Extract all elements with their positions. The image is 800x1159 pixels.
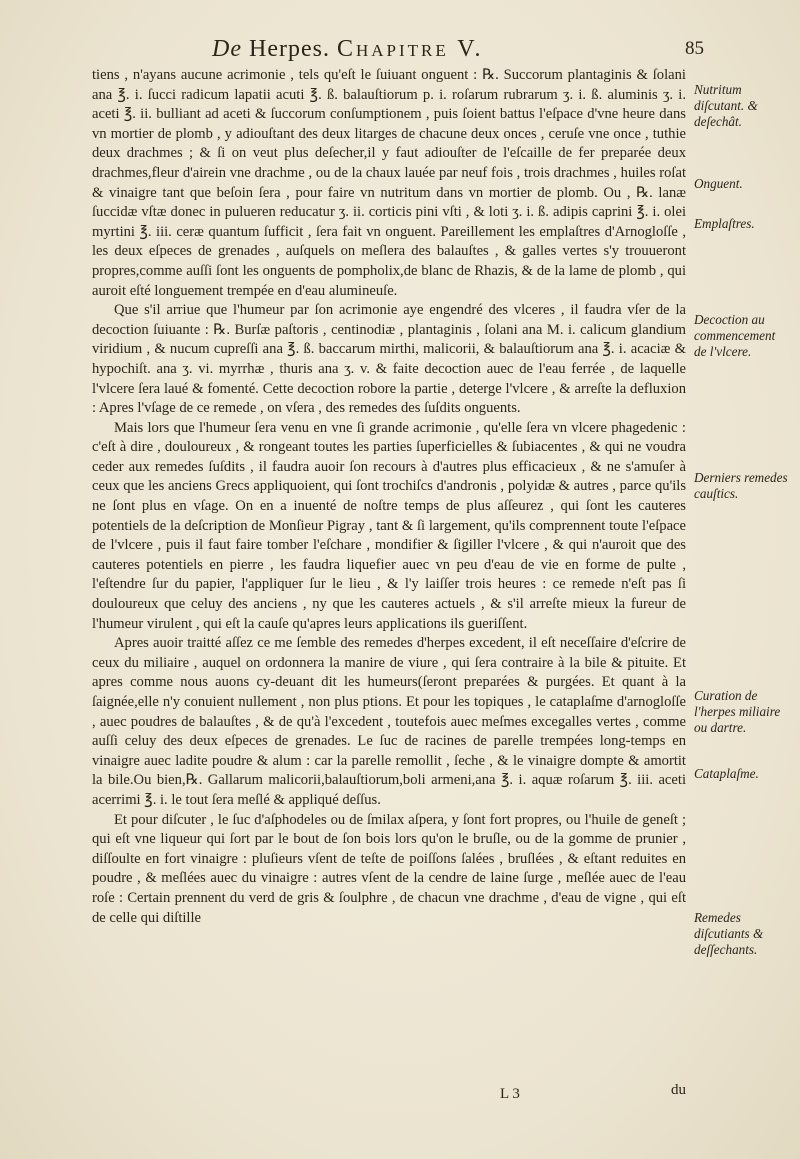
paragraph: Mais lors que l'humeur ſera venu en vne ſi grande acrimonie , qu'elle ſera vn vlcere phagedenic : c'eſt à dire , douloureux , & rongeant toutes les parties ſuperficielles & ſubiacentes , & qui ne voudra ceder aux remedes ſuſdits , il faudra auoir ſon recours à d'autres plus efficacieux , & ne s'amuſer à ceux que les anciens Grecs appliquoient, qui ſont trochiſcs d'andronis , polyidæ & autres , parce qu'ils ne ſont plus en vſage. On en a inuenté de noſtre temps de plus aſſeurez , qui ſont les cauteres potentiels de la deſcription de Monſieur Pigray , tant & ſi largement, qu'ils comprennent toute l'eſpace de l'vlcere , puis il faut faire tomber l'eſchare , mondifier & ſigiller l'vlcere , & qui n'auroit que des cauteres potentiels en pierre , les faudra liquefier auec vn peu d'eau de vie en forme de pulte , l'eſtendre ſur du papier, l'appliquer ſur le lieu , & l'y laiſſer trois heures : ce remede n'eſt pas ſi douloureux que celuy des anciens , ny que les cauteres actuels , & s'il arreſte mieux la fureur de l'humeur virulent , qui eſt la cauſe qu'apres leurs applications ils gueriſſent. — [92, 419, 686, 632]
catchword: du — [671, 1082, 686, 1098]
margin-note-derniers-remedes: Derniers remedes cauſtics. — [694, 470, 788, 501]
paragraph: tiens , n'ayans aucune acrimonie , tels qu'eſt le ſuiuant onguent : ℞. Succorum plantaginis & ſolani ana ℥. i. ſucci radicum lapatii acuti ℥. ß. balauſtiorum p. i. roſarum rubrarum ʒ. i. ß. aluminis ʒ. i. aceti ℥. ii. bulliant ad aceti & ſuccorum conſumptionem , puis ſoient battus l'eſpace d'vne heure dans vn mortier de plomb , y adiouſtant des deux litarges de chacune deux onces , ceruſe vne once , tuthie deux drachmes ; & ſi on veut plus deſecher,il y faut adiouſter de l'eſcaille de fer preparée deux drachmes,fleur d'airein vne drachme , ou de la chaux lauée par neuf fois , trois drachmes , huiles roſat & vinaigre tant que beſoin ſera , pour faire vn nutritum dans vn mortier de plomb. Ou , ℞. lanæ ſuccidæ vſtæ donec in pulueren reducatur ʒ. ii. corticis pini vſti , & loti ʒ. i. ß. adipis caprini ℥. i. olei myrtini ℥. iii. ceræ quantum ſufficit , ſera fait vn onguent. Pareillement les emplaſtres d'Arnogloſſe , les deux eſpeces de grenades , auſquels on meſlera des balauſtes , & galles vertes s'y trouueront propres,comme auſſi ſont les onguents de pompholix,de blanc de Rhazis, & de la lame de plomb , qui auroit eſté longuement trempée en d'eau alumineuſe. — [92, 67, 686, 299]
signature-mark: L 3 — [500, 1086, 520, 1102]
title-rest: Herpes. — [248, 36, 330, 62]
margin-note-decoction: Decoction au commencement de l'vlcere. — [694, 312, 776, 359]
margin-note-remedes-discutiants: Remedes diſcutiants & deſſechants. — [694, 910, 764, 957]
margin-note-emplastres: Emplaſtres. — [694, 216, 755, 231]
chapter-label: Chapitre V. — [336, 36, 484, 62]
main-text — [92, 66, 686, 928]
running-header — [92, 36, 704, 70]
paragraph: Et pour diſcuter , le ſuc d'aſphodeles ou de ſmilax aſpera, y ſont fort propres, ou l'huile de geneſt ; qui eſt vne liqueur qui ſort par le bout de ſon bois lors qu'on le bruſle, ou de la gomme de prunier , diſſoulte en fort vinaigre : pluſieurs vſent de teſte de poiſſons ſalées , bruſlées , & eſtant reduites en poudre , & meſlées auec du vinaigre : autres vſent de la cendre de laine ſurge , meſlée auec de l'eau roſe : Certain prennent du verd de gris & ſoulphre , de chacun vne drachme , d'eau de vigne , qui eſt de celle qui diſtille — [92, 811, 686, 926]
margin-note-onguent: Onguent. — [694, 176, 743, 191]
paragraph: Apres auoir traitté aſſez ce me ſemble des remedes d'herpes excedent, il eſt neceſſaire d'eſcrire de ceux du miliaire , auquel on ordonnera la manire de viure , qui ſera contraire à la bile & pituite. Et apres comme nous auons cy-deuant dit les humeurs(ſeront preparées & purgées. Et quant à la ſaignée,elle n'y conuient nullement , non plus ptions. Et pour les topiques , le cataplaſme d'arnogloſſe , auec poudres de balauſtes , & de qu'à l'excedent , toutefois auec meſmes excegalles vertes , comme auſſi celuy des deux eſpeces de grenades. Le ſuc de racines de parelle trempées long-temps en vinaigre auec ladite poudre & alum : car la parelle remollit , ſeche , & le vinaigre dompte & amortit la bile.Ou bien,℞. Gallarum malicorii,balauſtiorum,boli armeni,ana ℥. i. aquæ roſarum ℥. iii. aceti acerrimi ℥. i. le tout ſera meſlé & appliqué deſſus. — [92, 635, 686, 808]
margin-note-curation: Curation de l'herpes miliaire ou dartre. — [694, 688, 781, 735]
paragraph: Que s'il arriue que l'humeur par ſon acrimonie aye engendré des vlceres , il faudra vſer de la decoction ſuiuante : ℞. Burſæ paſtoris , centinodiæ , plantaginis , ſolani ana M. i. calicum glandium viridium , & nucum cupreſſi ana ℥. ß. baccarum mirthi, malicorii, & balauſtiorum ana ℥. i. acaciæ & hypochiſt. ana ʒ. vi. myrrhæ , thuris ana ʒ. v. & faite decoction auec de l'eau ferrée , de laquelle l'vlcere ſera laué & fomenté. Cette decoction robore la partie , deterge l'vlcere , & arreſte la defluxion : Apres l'vſage de ce remede , on vſera , des remedes des ſuſdits onguents. — [92, 302, 686, 417]
running-title — [212, 36, 484, 63]
title-prefix: De — [212, 36, 242, 62]
margin-note-cataplasme: Cataplaſme. — [694, 766, 759, 781]
margin-note-nutritum: Nutritum diſcutant. & deſechât. — [694, 82, 758, 129]
page-number: 85 — [685, 38, 704, 59]
